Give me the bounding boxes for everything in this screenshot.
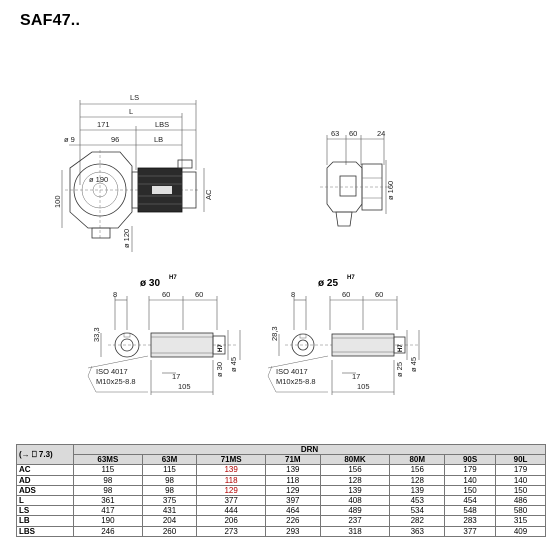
table-row	[17, 516, 546, 526]
table-cell: 237	[320, 516, 390, 526]
table-cell: 206	[197, 516, 266, 526]
table-cell: 190	[74, 516, 143, 526]
table-cell: 115	[142, 465, 197, 475]
row-label: AC	[17, 465, 74, 475]
table-cell: 548	[445, 506, 496, 516]
dim-60: 60	[349, 129, 358, 138]
table-cell: 150	[445, 485, 496, 495]
table-cell: 580	[496, 506, 546, 516]
dim-100: 100	[53, 195, 62, 208]
table-cell: 282	[390, 516, 445, 526]
table-cell: 361	[74, 495, 143, 505]
table-cell: 408	[320, 495, 390, 505]
dim-phi45: ø 45	[229, 356, 238, 372]
table-cell: 129	[197, 485, 266, 495]
table-cell: 260	[142, 526, 197, 536]
col-header: 71M	[266, 455, 321, 465]
table-cell: 139	[266, 465, 321, 475]
table-cell: 115	[74, 465, 143, 475]
table-cell: 204	[142, 516, 197, 526]
table-cell: 128	[320, 475, 390, 485]
table-cell: 140	[496, 475, 546, 485]
table-cell: 444	[197, 506, 266, 516]
table-cell: 118	[197, 475, 266, 485]
dim-phi25: ø 25	[395, 361, 404, 377]
table-cell: 377	[197, 495, 266, 505]
dim-8b: 8	[291, 290, 296, 299]
table-cell: 156	[320, 465, 390, 475]
dim-60a: 60	[162, 290, 171, 299]
table-cell: 139	[320, 485, 390, 495]
col-header: 80M	[390, 455, 445, 465]
table-cell: 377	[445, 526, 496, 536]
table-cell: 140	[445, 475, 496, 485]
table-corner-label: (→ ⎕ 7.3)	[17, 445, 74, 465]
side-view	[320, 129, 395, 226]
dim-24: 24	[377, 129, 386, 138]
shaft-25-detail	[268, 275, 419, 395]
shaft-30-detail	[88, 275, 240, 395]
shaft-30-heading: ø 30	[140, 278, 161, 289]
row-label: ADS	[17, 485, 74, 495]
table-cell: 489	[320, 506, 390, 516]
dim-17: 17	[172, 372, 181, 381]
dim-60b: 60	[195, 290, 204, 299]
iso-note-1b: ISO 4017	[276, 367, 308, 376]
table-cell: 293	[266, 526, 321, 536]
dim-l: L	[129, 107, 134, 116]
row-label: AD	[17, 475, 74, 485]
front-view	[53, 93, 213, 252]
table-cell: 246	[74, 526, 143, 536]
table-cell: 397	[266, 495, 321, 505]
table-cell: 129	[266, 485, 321, 495]
col-header: 63M	[142, 455, 197, 465]
table-cell: 464	[266, 506, 321, 516]
table-cell: 98	[142, 475, 197, 485]
shaft-25-heading: ø 25	[318, 278, 339, 289]
dim-phi120: ø 120	[122, 228, 131, 248]
dim-phi160: ø 160	[386, 180, 395, 200]
table-cell: 128	[390, 475, 445, 485]
dim-105b: 105	[357, 382, 370, 391]
table-cell: 283	[445, 516, 496, 526]
dim-phi30-tol: H7	[218, 344, 224, 352]
row-label: LBS	[17, 526, 74, 536]
dim-60d: 60	[375, 290, 384, 299]
row-label: LB	[17, 516, 74, 526]
table-cell: 417	[74, 506, 143, 516]
table-cell: 179	[496, 465, 546, 475]
row-label: L	[17, 495, 74, 505]
dim-28-3: 28,3	[270, 326, 279, 341]
dim-8: 8	[113, 290, 118, 299]
iso-note-2b: M10x25-8.8	[276, 377, 316, 386]
table-cell: 139	[197, 465, 266, 475]
dimension-table	[16, 444, 546, 537]
table-cell: 98	[74, 475, 143, 485]
table-cell: 453	[390, 495, 445, 505]
table-row	[17, 475, 546, 485]
table-cell: 363	[390, 526, 445, 536]
table-row	[17, 465, 546, 475]
table-cell: 315	[496, 516, 546, 526]
table-cell: 139	[390, 485, 445, 495]
iso-note-2: M10x25-8.8	[96, 377, 136, 386]
table-cell: 409	[496, 526, 546, 536]
col-header: 63MS	[74, 455, 143, 465]
dim-105: 105	[178, 382, 191, 391]
table-cell: 150	[496, 485, 546, 495]
table-cell: 431	[142, 506, 197, 516]
table-cell: 454	[445, 495, 496, 505]
dim-96: 96	[111, 135, 120, 144]
dim-phi9: ø 9	[64, 135, 75, 144]
dim-phi190: ø 190	[89, 175, 109, 184]
table-cell: 98	[74, 485, 143, 495]
col-header: 90L	[496, 455, 546, 465]
dim-171: 171	[97, 120, 110, 129]
iso-note-1: ISO 4017	[96, 367, 128, 376]
table-cell: 226	[266, 516, 321, 526]
dim-phi25-tol: H7	[398, 344, 404, 352]
table-group-header: DRN	[74, 445, 546, 455]
dim-lbs: LBS	[155, 120, 170, 129]
table-row	[17, 506, 546, 516]
col-header: 80MK	[320, 455, 390, 465]
table-cell: 179	[445, 465, 496, 475]
dim-phi30: ø 30	[215, 361, 224, 377]
table-row	[17, 526, 546, 536]
col-header: 71MS	[197, 455, 266, 465]
shaft-30-tolerance: H7	[169, 275, 177, 281]
dim-17b: 17	[352, 372, 361, 381]
table-cell: 98	[142, 485, 197, 495]
dim-ac: AC	[204, 189, 213, 200]
dim-lb: LB	[154, 135, 164, 144]
dim-33-3: 33,3	[92, 327, 101, 342]
table-cell: 375	[142, 495, 197, 505]
table-row	[17, 495, 546, 505]
dim-63: 63	[331, 129, 340, 138]
dim-ls: LS	[130, 93, 140, 102]
row-label: LS	[17, 506, 74, 516]
table-cell: 273	[197, 526, 266, 536]
table-row	[17, 485, 546, 495]
dim-phi45b: ø 45	[409, 356, 418, 372]
dim-60c: 60	[342, 290, 351, 299]
shaft-25-tolerance: H7	[347, 275, 355, 281]
table-cell: 318	[320, 526, 390, 536]
table-cell: 118	[266, 475, 321, 485]
col-header: 90S	[445, 455, 496, 465]
page-title: SAF47..	[20, 12, 81, 29]
table-cell: 156	[390, 465, 445, 475]
table-cell: 486	[496, 495, 546, 505]
table-cell: 534	[390, 506, 445, 516]
